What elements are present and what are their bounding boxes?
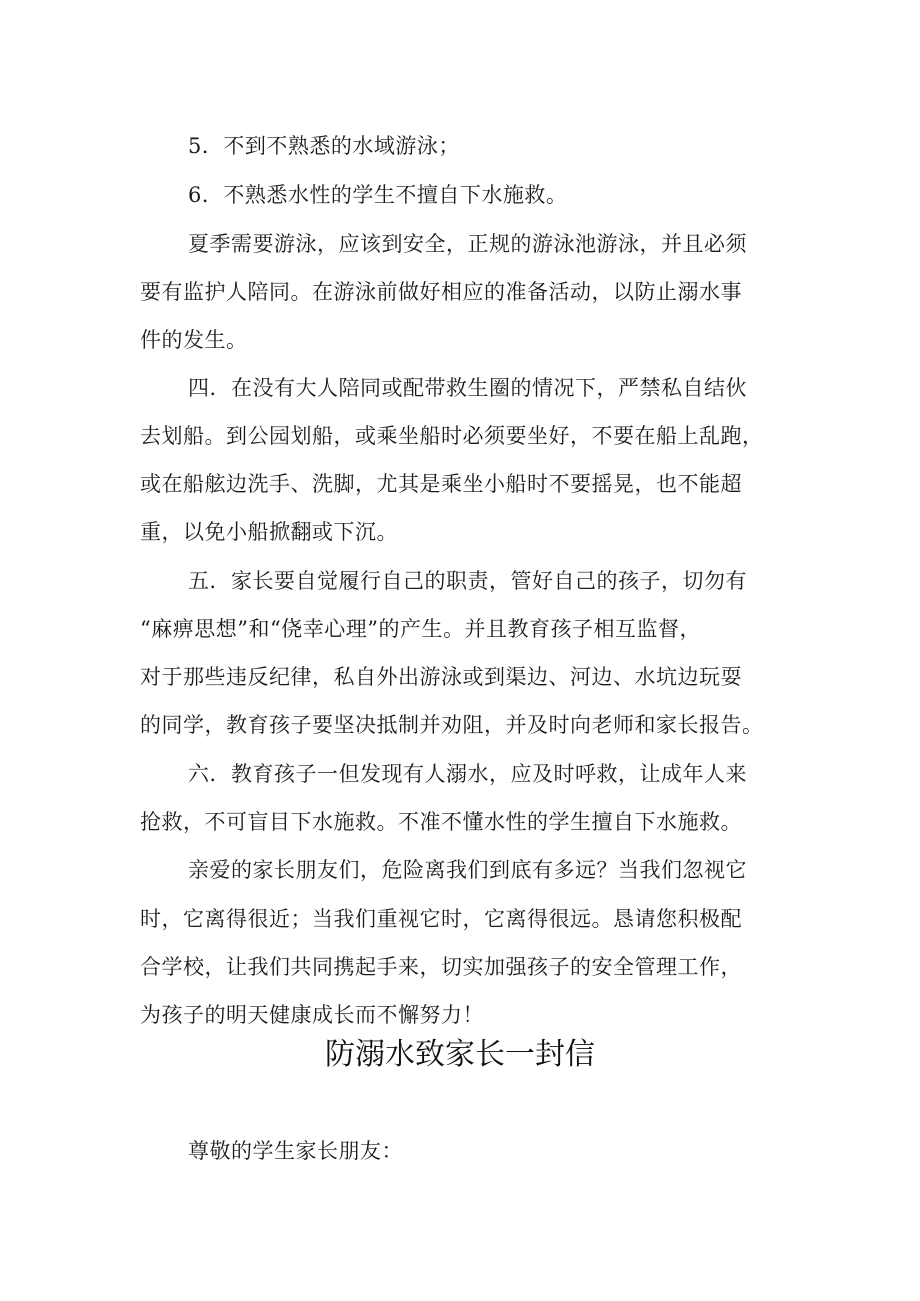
paragraph-line: “麻痹思想”和“侥幸心理”的产生。并且教育孩子相互监督， xyxy=(140,617,701,641)
salutation: 尊敬的学生家长朋友： xyxy=(188,1139,403,1163)
paragraph-line: 四．在没有大人陪同或配带救生圈的情况下，严禁私自结伙 xyxy=(188,376,747,400)
paragraph-line: 件的发生。 xyxy=(140,328,248,352)
paragraph-line: 对于那些违反纪律，私自外出游泳或到渠边、河边、水坑边玩耍 xyxy=(140,665,742,689)
paragraph-line: 或在船舷边洗手、洗脚，尤其是乘坐小船时不要摇晃，也不能超 xyxy=(140,472,742,496)
paragraph-line: 五．家长要自觉履行自己的职责，管好自己的孩子，切勿有 xyxy=(188,569,747,593)
list-item-6: 6．不熟悉水性的学生不擅自下水施救。 xyxy=(188,183,568,207)
paragraph-line: 去划船。到公园划船，或乘坐船时必须要坐好，不要在船上乱跑， xyxy=(140,424,764,448)
letter-title: 防溺水致家长一封信 xyxy=(325,1037,595,1072)
paragraph-line: 时，它离得很近；当我们重视它时，它离得很远。恳请您积极配 xyxy=(140,907,742,931)
paragraph-line: 六．教育孩子一但发现有人溺水，应及时呼救，让成年人来 xyxy=(188,762,747,786)
paragraph-line: 夏季需要游泳，应该到安全，正规的游泳池游泳，并且必须 xyxy=(188,232,747,256)
paragraph-line: 合学校，让我们共同携起手来，切实加强孩子的安全管理工作， xyxy=(140,955,742,979)
paragraph-line: 重，以免小船掀翻或下沉。 xyxy=(140,520,398,544)
paragraph-line: 要有监护人陪同。在游泳前做好相应的准备活动，以防止溺水事 xyxy=(140,280,742,304)
paragraph-line: 的同学，教育孩子要坚决抵制并劝阻，并及时向老师和家长报告。 xyxy=(140,713,764,737)
paragraph-line: 抢救，不可盲目下水施救。不准不懂水性的学生擅自下水施救。 xyxy=(140,810,742,834)
paragraph-line: 亲爱的家长朋友们，危险离我们到底有多远？当我们忽视它 xyxy=(188,858,747,882)
list-item-5: 5．不到不熟悉的水域游泳； xyxy=(188,134,460,158)
paragraph-line: 为孩子的明天健康成长而不懈努力！ xyxy=(140,1003,484,1027)
